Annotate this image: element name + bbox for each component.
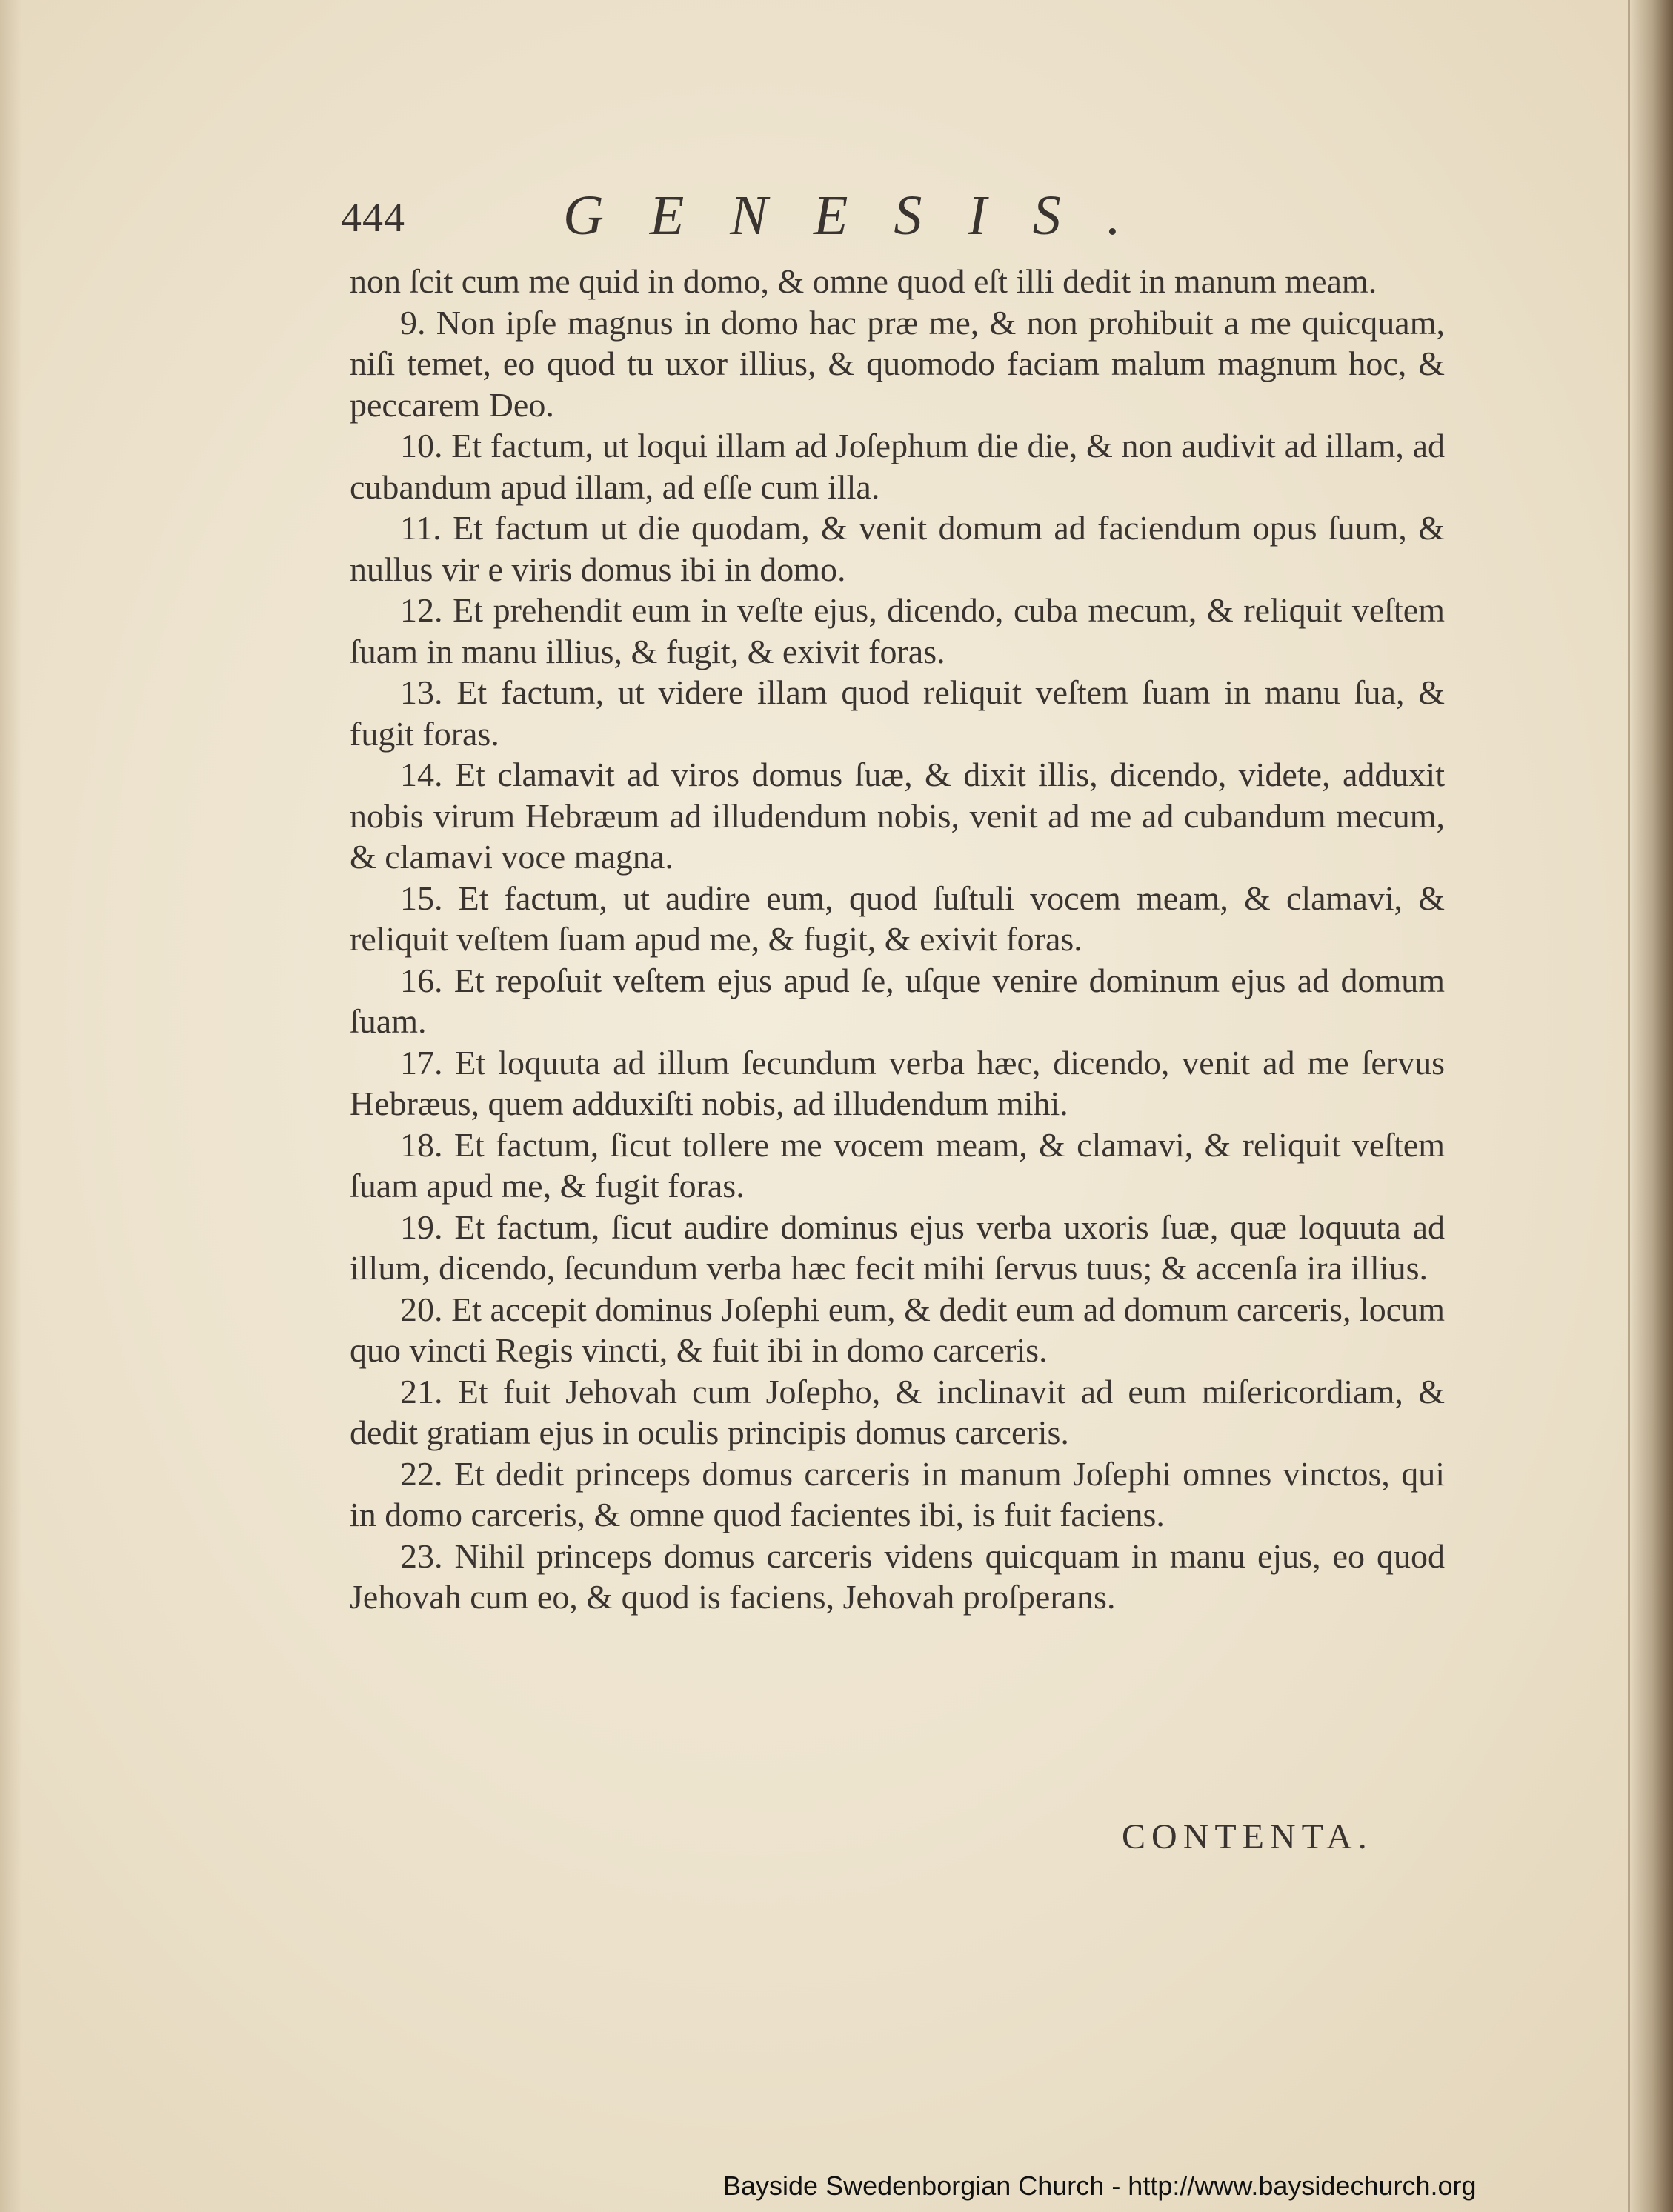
body-text: [350, 261, 1445, 1618]
verse-9: 9. Non ipſe magnus in domo hac præ me, & non prohibuit a me quicquam, niſi temet, eo quod tu uxor illius, & quomodo faciam malum magnum hoc, & peccarem Deo.: [350, 303, 1445, 424]
verse-continuation: non ſcit cum me quid in domo, & omne quod eſt illi dedit in manum meam.: [350, 262, 1377, 300]
verse-16: 16. Et repoſuit veſtem ejus apud ſe, uſque venire dominum ejus ad domum ſuam.: [350, 961, 1445, 1040]
page-header: [341, 184, 1452, 250]
watermark-credit: Bayside Swedenborgian Church - http://www.baysidechurch.org: [723, 2171, 1477, 2201]
running-title: GENESIS.: [563, 184, 1167, 247]
verse-18: 18. Et factum, ſicut tollere me vocem meam, & clamavi, & reliquit veſtem ſuam apud me, & fugit foras.: [350, 1125, 1445, 1205]
verse-11: 11. Et factum ut die quodam, & venit domum ad faciendum opus ſuum, & nullus vir e viris domus ibi in domo.: [350, 509, 1445, 588]
verse-20: 20. Et accepit dominus Joſephi eum, & dedit eum ad domum carceris, locum quo vincti Regis vincti, & fuit ibi in domo carceris.: [350, 1290, 1445, 1369]
page-right-shadow: [1629, 0, 1673, 2212]
verse-14: 14. Et clamavit ad viros domus ſuæ, & dixit illis, dicendo, videte, adduxit nobis virum Hebræum ad illudendum nobis, venit ad me ad cubandum mecum, & clamavi voce magna.: [350, 756, 1445, 876]
verse-10: 10. Et factum, ut loqui illam ad Joſephum die die, & non audivit ad illam, ad cubandum apud illam, ad eſſe cum illa.: [350, 427, 1445, 506]
page-left-shadow: [0, 0, 22, 2212]
verse-17: 17. Et loquuta ad illum ſecundum verba hæc, dicendo, venit ad me ſervus Hebræus, quem adduxiſti nobis, ad illudendum mihi.: [350, 1043, 1445, 1122]
verse-19: 19. Et factum, ſicut audire dominus ejus verba uxoris ſuæ, quæ loquuta ad illum, dicendo, ſecundum verba hæc fecit mihi ſervus tuus; & accenſa ira illius.: [350, 1207, 1445, 1287]
verse-21: 21. Et fuit Jehovah cum Joſepho, & inclinavit ad eum miſericordiam, & dedit gratiam ejus in oculis principis domus carceris.: [350, 1372, 1445, 1451]
verse-23: 23. Nihil princeps domus carceris videns quicquam in manu ejus, eo quod Jehovah cum eo, & quod is faciens, Jehovah proſperans.: [350, 1536, 1445, 1616]
verse-22: 22. Et dedit princeps domus carceris in manum Joſephi omnes vinctos, qui in domo carceris, & omne quod facientes ibi, is fuit faciens.: [350, 1454, 1445, 1533]
catchword: CONTENTA.: [1122, 1817, 1373, 1856]
page-number: 444: [341, 195, 405, 241]
verse-15: 15. Et factum, ut audire eum, quod ſuſtuli vocem meam, & clamavi, & reliquit veſtem ſuam apud me, & fugit, & exivit foras.: [350, 879, 1445, 958]
verse-12: 12. Et prehendit eum in veſte ejus, dicendo, cuba mecum, & reliquit veſtem ſuam in manu illius, & fugit, & exivit foras.: [350, 591, 1445, 670]
verse-13: 13. Et factum, ut videre illam quod reliquit veſtem ſuam in manu ſua, & fugit foras.: [350, 673, 1445, 753]
